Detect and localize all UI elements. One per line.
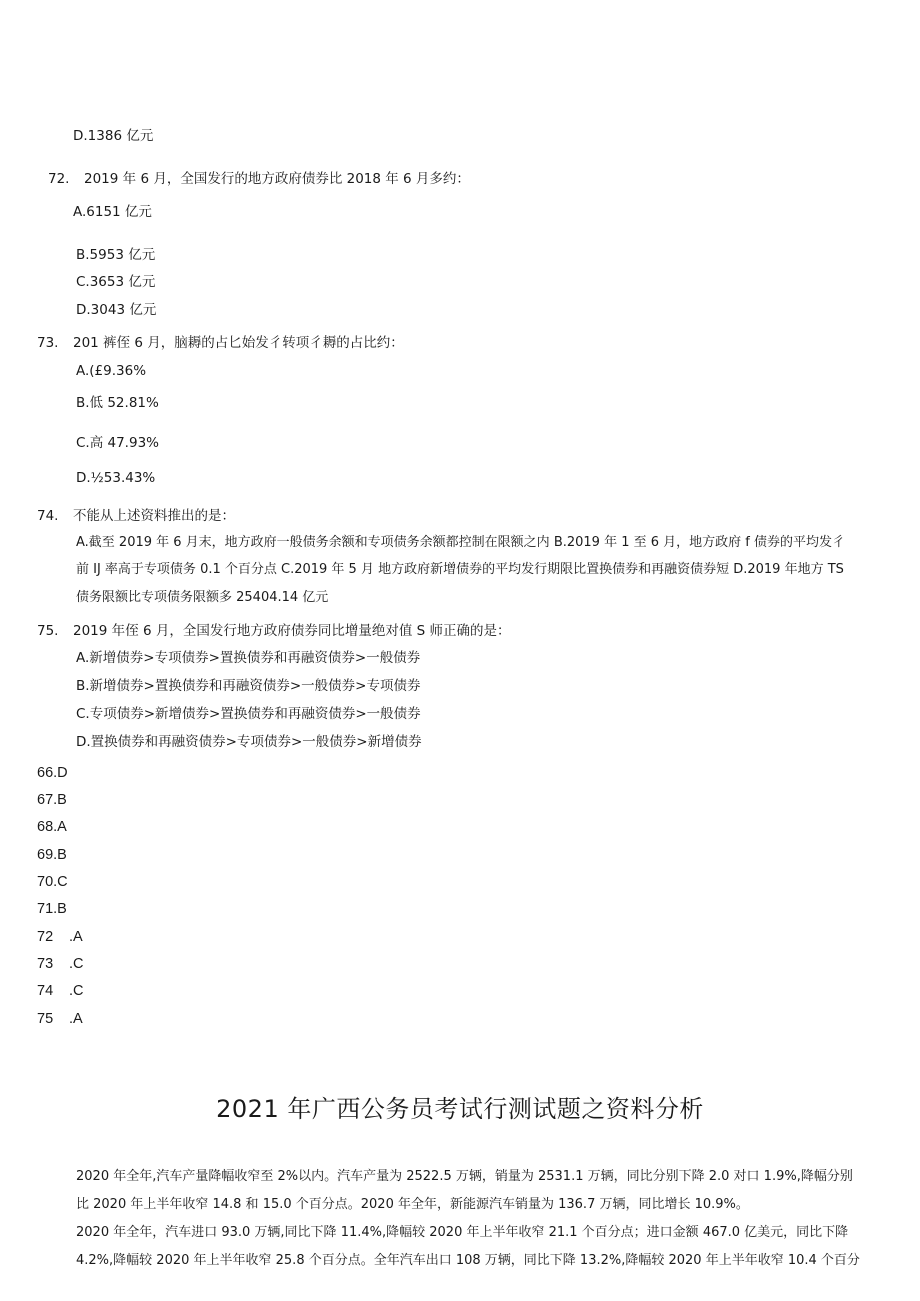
answer-number: 70. [37,874,58,890]
section-title: 2021 年广西公务员考试行测试题之资料分析 [216,1095,704,1123]
answer-number: 71. [37,901,58,917]
passage-line-3: 2020 年全年，汽车进口 93.0 万辆,同比下降 11.4%,降幅较 2020 年上半年收窄 21.1 个百分点；进口金额 467.0 亿美元，同比下降 [76,1225,849,1240]
answer-item [37,873,68,891]
answer-letter: B [57,792,67,808]
q75-number: 75. [37,623,59,639]
q72-number: 72. [48,171,70,187]
answer-item [37,1010,83,1028]
answer-number: 72 [37,929,54,945]
q73-option-a: A.(£9.36% [76,363,147,379]
answer-letter: .C [69,956,84,972]
answer-letter: A [57,819,67,835]
answer-letter: B [57,901,67,917]
q74-stem: 不能从上述资料推出的是： [73,508,235,524]
passage-line-4: 4.2%,降幅较 2020 年上半年收窄 25.8 个百分点。全年汽车出口 108 万辆，同比下降 13.2%,降幅较 2020 年上半年收窄 10.4 个百分 [76,1253,860,1268]
q74-number: 74. [37,508,59,524]
answer-item [37,982,84,1000]
q72-option-d: D.3043 亿元 [76,302,157,318]
answer-number: 66. [37,765,58,781]
q74-body-line-3: 债务限额比专项债务限额多 25404.14 亿元 [76,590,329,605]
q71-option-d: D.1386 亿元 [73,128,154,144]
answer-number: 75 [37,1011,54,1027]
q75-stem: 2019 年侄 6 月，全国发行地方政府债券同比增量绝对值 S 师正确的是： [73,623,511,639]
answer-number: 69. [37,847,58,863]
answer-item [37,791,67,809]
answer-letter: D [57,765,68,781]
q75-option-d: D.置换债券和再融资债券>专项债券>一般债券>新增债券 [76,734,422,750]
answer-letter: .A [69,929,83,945]
answer-number: 74 [37,983,54,999]
answer-item [37,846,67,864]
q73-option-c: C.高 47.93% [76,435,159,451]
q75-option-c: C.专项债券>新增债券>置换债券和再融资债券>一般债券 [76,706,421,722]
answer-letter: .A [69,1011,83,1027]
answer-letter: .C [69,983,84,999]
answer-number: 67. [37,792,58,808]
answer-item [37,928,83,946]
q75-option-a: A.新增债券>专项债券>置换债券和再融资债券>一般债券 [76,650,421,666]
answer-letter: B [57,847,67,863]
q72-option-c: C.3653 亿元 [76,274,156,290]
answer-item [37,900,67,918]
q72-option-b: B.5953 亿元 [76,247,156,263]
q73-stem: 201 裤侄 6 月，脑耨的占匕始发彳转项彳耨的占比约： [73,335,404,351]
answer-letter: C [57,874,68,890]
answer-item [37,955,84,973]
q73-number: 73. [37,335,59,351]
answer-item [37,818,67,836]
q73-option-b: B.低 52.81% [76,395,159,411]
q72-stem: 2019 年 6 月，全国发行的地方政府债券比 2018 年 6 月多约： [84,171,470,187]
q73-option-d: D.½53.43% [76,470,156,486]
passage-line-2: 比 2020 年上半年收窄 14.8 和 15.0 个百分点。2020 年全年，新能源汽车销量为 136.7 万辆，同比增长 10.9%。 [76,1197,749,1212]
passage-line-1: 2020 年全年,汽车产量降幅收窄至 2%以内。汽车产量为 2522.5 万辆，销量为 2531.1 万辆，同比分别下降 2.0 对口 1.9%,降幅分别 [76,1169,853,1184]
answer-number: 68. [37,819,58,835]
answer-number: 73 [37,956,54,972]
answer-item [37,764,68,782]
q74-body-line-1: A.截至 2019 年 6 月末，地方政府一般债务余额和专项债务余额都控制在限额之内 B.2019 年 1 至 6 月，地方政府 f 债券的平均发彳 [76,535,845,550]
q72-option-a: A.6151 亿元 [73,204,152,220]
q74-body-line-2: 前 IJ 率高于专项债务 0.1 个百分点 C.2019 年 5 月 地方政府新增债券的平均发行期限比置换债券和再融资债券短 D.2019 年地方 TS [76,562,844,577]
q75-option-b: B.新增债券>置换债券和再融资债券>一般债券>专项债券 [76,678,421,694]
